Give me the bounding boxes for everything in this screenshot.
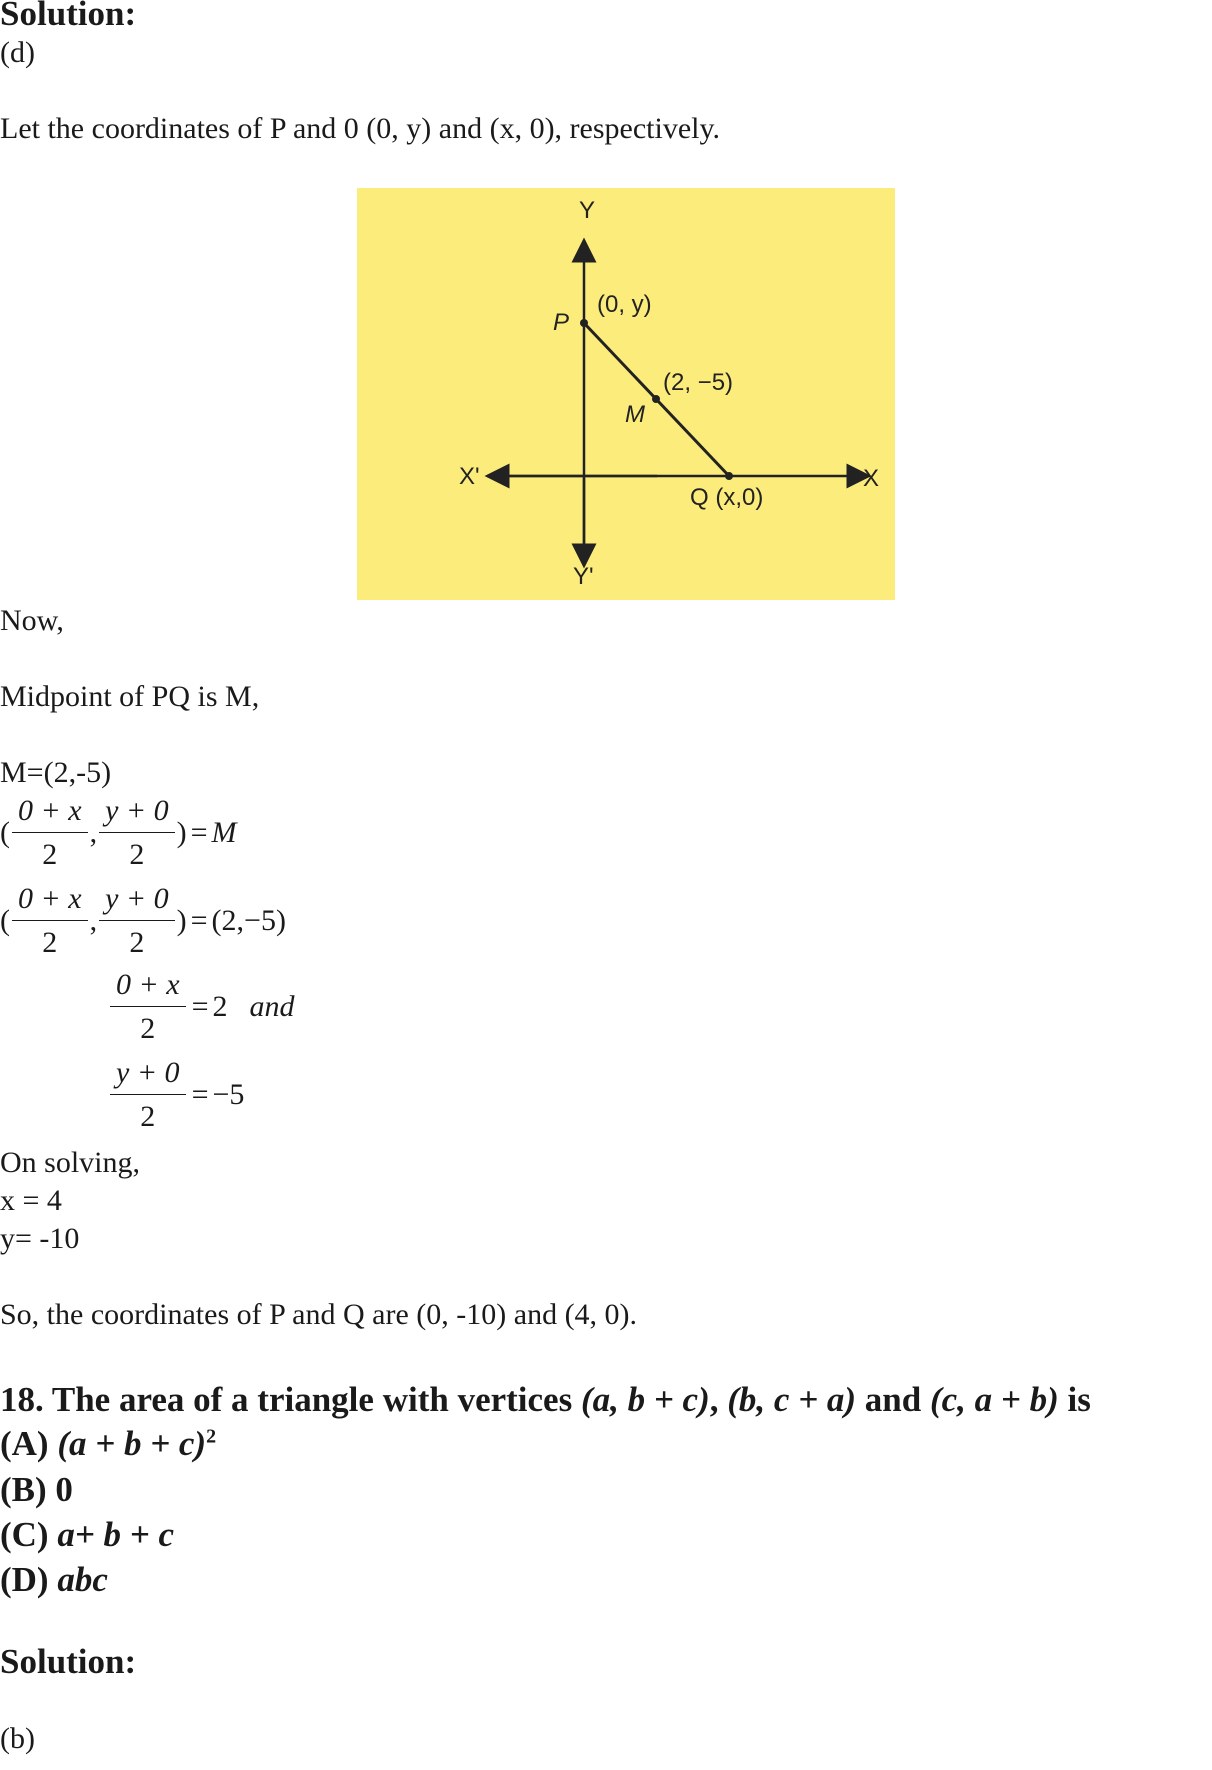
eq3-and: and xyxy=(249,989,295,1023)
option-c-label: (C) xyxy=(0,1515,58,1554)
q18-prefix: 18. The area of a triangle with vertices xyxy=(0,1380,581,1419)
option-c-text: a+ b + c xyxy=(57,1515,175,1554)
eq3-rhs: 2 xyxy=(212,989,228,1023)
point-p-label: P xyxy=(553,309,570,336)
conclusion-text: So, the coordinates of P and Q are (0, -10) and (4, 0). xyxy=(0,1298,638,1331)
midpoint-text: Midpoint of PQ is M, xyxy=(0,680,260,713)
option-c xyxy=(0,1515,174,1555)
option-a-sup: 2 xyxy=(206,1425,217,1448)
option-d xyxy=(0,1560,108,1600)
option-a xyxy=(0,1424,216,1464)
eq1-num1: 0 + x xyxy=(12,792,88,833)
point-m-coord: (2, −5) xyxy=(663,369,734,396)
point-p xyxy=(580,319,588,327)
eq2-den2: 2 xyxy=(129,926,145,959)
x-neg-axis-label: X' xyxy=(459,463,480,490)
eq2-num1: 0 + x xyxy=(12,880,88,921)
coordinate-figure xyxy=(357,188,895,600)
equation-3: $\frac{0 + x}{2}$ = 2 and xyxy=(108,966,294,1047)
option-d-label: (D) xyxy=(0,1560,58,1599)
eq3-num: 0 + x xyxy=(110,966,186,1007)
eq4-rhs: −5 xyxy=(212,1077,245,1111)
option-a-text: (a + b + c) xyxy=(57,1424,207,1463)
point-q xyxy=(725,472,733,480)
x-value-text: x = 4 xyxy=(0,1184,62,1217)
option-d-text: abc xyxy=(57,1560,108,1599)
eq1-num2: y + 0 xyxy=(99,792,175,833)
solving-text: On solving, xyxy=(0,1146,141,1179)
eq4-num: y + 0 xyxy=(110,1054,186,1095)
q18-vertex-2: (b, c + a) xyxy=(727,1380,857,1419)
y-axis-label: Y xyxy=(579,197,596,224)
eq2-num2: y + 0 xyxy=(99,880,175,921)
equation-4: $\frac{y + 0}{2}$ = −5 xyxy=(108,1054,244,1135)
eq3-den: 2 xyxy=(140,1012,156,1045)
intro-text: Let the coordinates of P and 0 (0, y) and (x, 0), respectively. xyxy=(0,112,721,145)
solution-heading: Solution: xyxy=(0,0,137,33)
answer-label-2: (b) xyxy=(0,1722,35,1755)
question-18: 18. The area of a triangle with vertices (a, b + c), (b, c + a) and (c, a + b) is xyxy=(0,1380,1091,1419)
eq1-den1: 2 xyxy=(42,838,58,871)
point-m xyxy=(652,395,660,403)
equation-2: ( $\frac{0 + x}{2}$ , $\frac{y + 0}{2}$ ) = (2,−5) xyxy=(0,882,286,959)
eq2-rhs: (2,−5) xyxy=(211,903,286,937)
y-value-text: y= -10 xyxy=(0,1222,80,1255)
option-a-label: (A) xyxy=(0,1424,58,1463)
equation-1: ( $\frac{0 + x}{2}$ , $\frac{y + 0}{2}$ ) = M xyxy=(0,794,237,871)
y-neg-axis-label: Y' xyxy=(573,563,594,590)
eq2-den1: 2 xyxy=(42,926,58,959)
m-value-text: M=(2,-5) xyxy=(0,756,112,789)
option-b xyxy=(0,1470,73,1510)
q18-vertex-1: (a, b + c) xyxy=(580,1380,710,1419)
answer-label: (d) xyxy=(0,36,35,69)
eq1-rhs: M xyxy=(211,815,237,849)
point-m-label: M xyxy=(625,401,645,428)
x-axis-label: X xyxy=(863,465,880,492)
point-q-label: Q (x,0) xyxy=(690,484,764,511)
q18-suffix: is xyxy=(1058,1380,1091,1419)
point-p-coord: (0, y) xyxy=(597,291,652,318)
q18-vertex-3: (c, a + b) xyxy=(929,1380,1059,1419)
solution-heading-2: Solution: xyxy=(0,1642,137,1681)
now-text: Now, xyxy=(0,604,64,637)
option-b-label: (B) 0 xyxy=(0,1470,73,1509)
eq4-den: 2 xyxy=(140,1100,156,1133)
eq1-den2: 2 xyxy=(129,838,145,871)
